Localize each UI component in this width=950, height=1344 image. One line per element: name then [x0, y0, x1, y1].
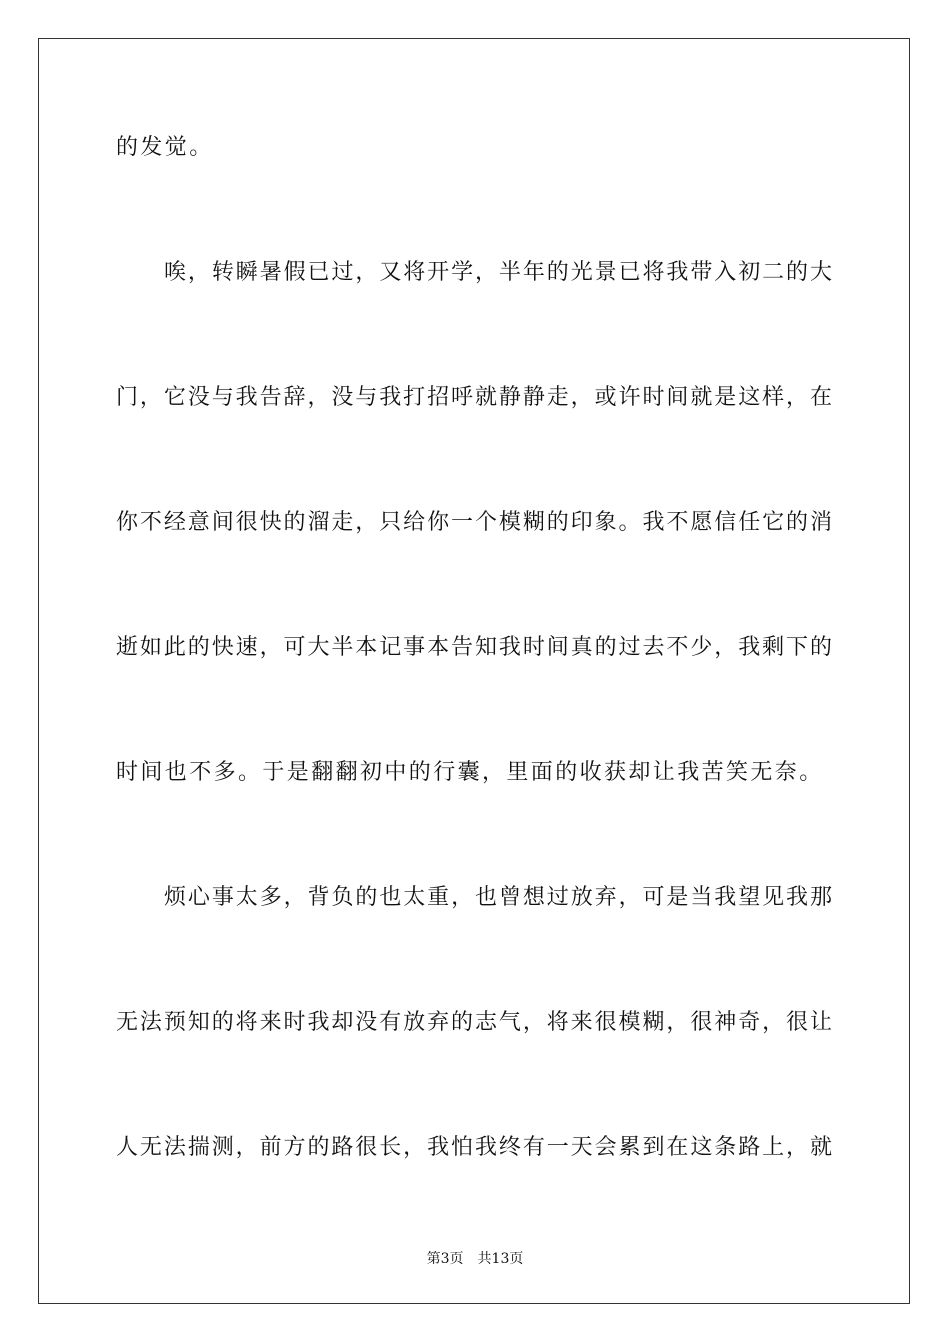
- paragraph-first-line: 烦心事太多，背负的也太重，也曾想过放弃，可是当我望见我那: [164, 885, 832, 910]
- text-line: 门，它没与我告辞，没与我打招呼就静静走，或许时间就是这样，在: [116, 385, 832, 410]
- page-footer: [0, 1250, 950, 1268]
- text-line: 人无法揣测，前方的路很长，我怕我终有一天会累到在这条路上，就: [116, 1135, 832, 1160]
- page-number: 第3页: [426, 1251, 464, 1267]
- page-total: 共13页: [477, 1251, 524, 1267]
- text-line: 无法预知的将来时我却没有放弃的志气，将来很模糊，很神奇，很让: [116, 1010, 832, 1035]
- text-line: 逝如此的快速，可大半本记事本告知我时间真的过去不少，我剩下的: [116, 635, 832, 660]
- text-line: 你不经意间很快的溜走，只给你一个模糊的印象。我不愿信任它的消: [116, 510, 832, 535]
- text-line: 的发觉。: [116, 135, 214, 160]
- page-border: [38, 38, 910, 1304]
- text-line: 时间也不多。于是翻翻初中的行囊，里面的收获却让我苦笑无奈。: [116, 760, 824, 785]
- paragraph-first-line: 唉，转瞬暑假已过，又将开学，半年的光景已将我带入初二的大: [164, 260, 832, 285]
